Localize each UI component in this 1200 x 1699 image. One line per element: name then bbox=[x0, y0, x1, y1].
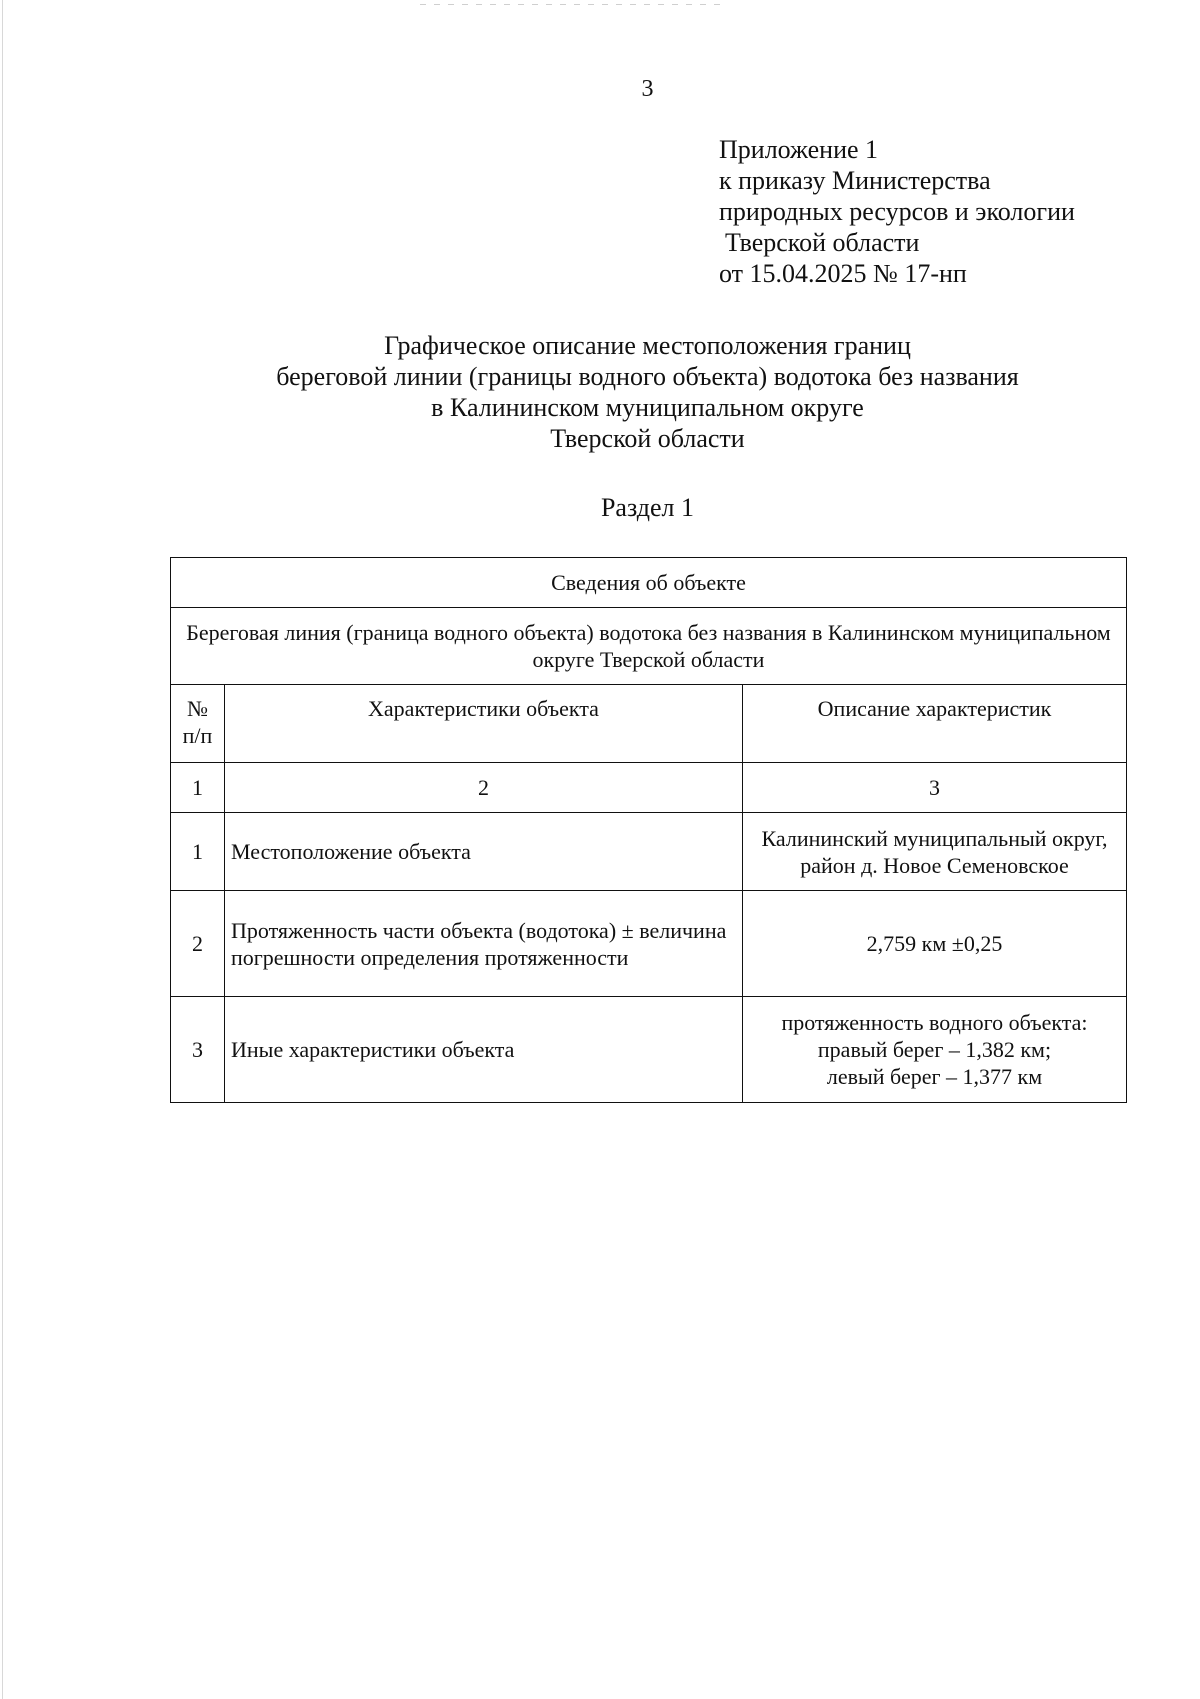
appendix-line-5: от 15.04.2025 № 17-нп bbox=[719, 259, 967, 288]
appendix-block bbox=[719, 134, 1075, 289]
column-number-2: 2 bbox=[225, 763, 743, 813]
object-info-table bbox=[170, 557, 1127, 1103]
table-caption: Сведения об объекте bbox=[171, 558, 1127, 608]
appendix-line-4: Тверской области bbox=[725, 228, 920, 257]
table-row bbox=[171, 891, 1127, 997]
row-description bbox=[743, 997, 1127, 1103]
object-name-row bbox=[171, 608, 1127, 685]
table-row bbox=[171, 813, 1127, 891]
page-number: 3 bbox=[641, 76, 654, 102]
row-description: 2,759 км ±0,25 bbox=[743, 891, 1127, 997]
column-number-1: 1 bbox=[171, 763, 225, 813]
row-number: 3 bbox=[171, 997, 225, 1103]
row-description-line-2: правый берег – 1,382 км; bbox=[817, 1037, 1052, 1062]
row-number: 1 bbox=[171, 813, 225, 891]
row-description-line-3: левый берег – 1,377 км bbox=[826, 1064, 1043, 1089]
row-characteristic: Местоположение объекта bbox=[225, 813, 743, 891]
title-line-2: береговой линии (границы водного объекта) водотока без названия bbox=[276, 362, 1019, 391]
column-number-row bbox=[171, 763, 1127, 813]
scan-edge bbox=[2, 0, 3, 1699]
header-characteristic: Характеристики объекта bbox=[225, 685, 743, 763]
row-description: Калининский муниципальный округ, район д. Новое Семеновское bbox=[743, 813, 1127, 891]
row-characteristic: Иные характеристики объекта bbox=[225, 997, 743, 1103]
scan-noise bbox=[420, 4, 720, 5]
row-number: 2 bbox=[171, 891, 225, 997]
appendix-line-2: к приказу Министерства bbox=[719, 166, 991, 195]
header-description: Описание характеристик bbox=[743, 685, 1127, 763]
header-number-line-1: № bbox=[187, 696, 208, 721]
object-name: Береговая линия (граница водного объекта) водотока без названия в Калининском муниципальном округе Тверской области bbox=[171, 608, 1127, 685]
table-row bbox=[171, 997, 1127, 1103]
section-title: Раздел 1 bbox=[600, 493, 695, 522]
table-header-row bbox=[171, 685, 1127, 763]
row-characteristic: Протяженность части объекта (водотока) ± величина погрешности определения протяженности bbox=[225, 891, 743, 997]
row-description-line-1: протяженность водного объекта: bbox=[781, 1010, 1088, 1035]
title-line-1: Графическое описание местоположения границ bbox=[384, 331, 911, 360]
appendix-line-1: Приложение 1 bbox=[719, 135, 879, 164]
column-number-3: 3 bbox=[743, 763, 1127, 813]
table-caption-row bbox=[171, 558, 1127, 608]
header-number-line-2: п/п bbox=[182, 723, 213, 748]
header-number bbox=[171, 685, 225, 763]
document-title bbox=[170, 330, 1125, 454]
title-line-4: Тверской области bbox=[550, 424, 745, 453]
title-line-3: в Калининском муниципальном округе bbox=[431, 393, 864, 422]
appendix-line-3: природных ресурсов и экологии bbox=[719, 197, 1075, 226]
